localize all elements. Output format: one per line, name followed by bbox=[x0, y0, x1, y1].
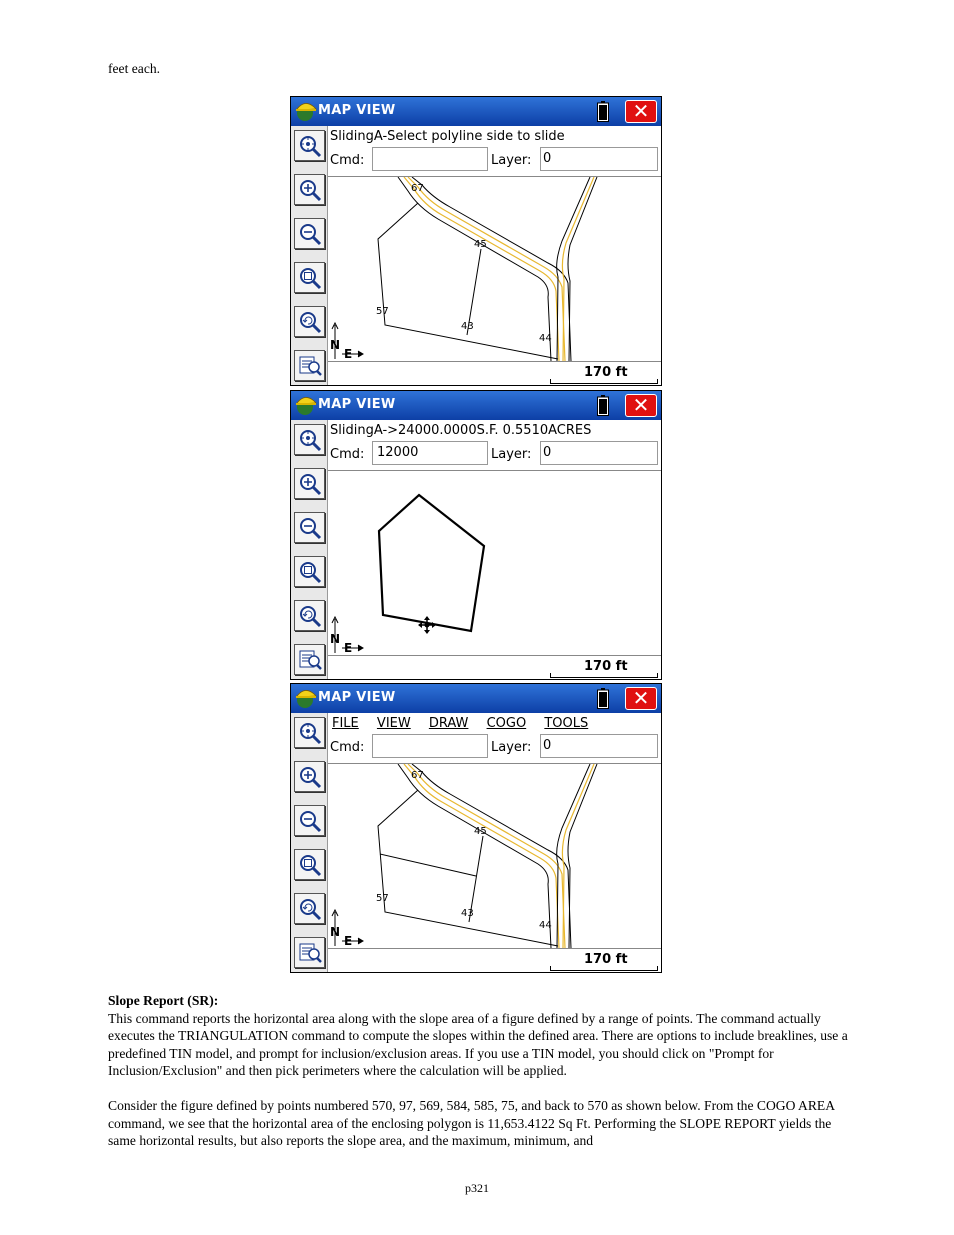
battery-icon bbox=[597, 101, 609, 122]
cmd-label: Cmd: bbox=[330, 447, 365, 462]
north-arrow-icon bbox=[330, 617, 363, 655]
window-title: MAP VIEW bbox=[318, 397, 396, 412]
menu-view[interactable]: VIEW bbox=[376, 716, 411, 731]
zoom-extents-button[interactable] bbox=[294, 424, 325, 455]
map-drawing bbox=[328, 471, 661, 655]
zoom-out-button[interactable] bbox=[294, 512, 325, 543]
zoom-window-icon bbox=[297, 852, 323, 878]
cmd-input[interactable] bbox=[372, 147, 488, 171]
east-label: E bbox=[344, 347, 353, 361]
title-bar bbox=[291, 391, 661, 420]
layer-label: Layer: bbox=[491, 153, 532, 168]
menu-draw[interactable]: DRAW bbox=[428, 716, 469, 731]
zoom-extents-button[interactable] bbox=[294, 130, 325, 161]
zoom-previous-icon bbox=[297, 309, 323, 335]
map-canvas[interactable] bbox=[328, 471, 661, 655]
zoom-window-button[interactable] bbox=[294, 849, 325, 880]
menu-bar bbox=[332, 716, 602, 731]
north-label: N bbox=[330, 632, 341, 646]
point-label: 44 bbox=[539, 920, 552, 931]
scale-label: 170 ft bbox=[584, 365, 628, 380]
map-drawing bbox=[328, 764, 661, 948]
battery-icon bbox=[597, 688, 609, 709]
title-bar bbox=[291, 97, 661, 126]
page-number: p321 bbox=[465, 1181, 489, 1195]
point-label: 57 bbox=[376, 306, 389, 317]
north-arrow-icon bbox=[330, 910, 363, 948]
zoom-in-icon bbox=[297, 471, 323, 497]
scale-label: 170 ft bbox=[584, 659, 628, 674]
zoom-window-icon bbox=[297, 559, 323, 585]
close-button[interactable]: ✕ bbox=[625, 100, 657, 123]
layer-label: Layer: bbox=[491, 740, 532, 755]
zoom-in-button[interactable] bbox=[294, 761, 325, 792]
zoom-out-icon bbox=[297, 221, 323, 247]
east-label: E bbox=[344, 641, 353, 655]
cmd-label: Cmd: bbox=[330, 153, 365, 168]
app-logo-icon bbox=[294, 99, 318, 123]
zoom-previous-button[interactable] bbox=[294, 893, 325, 924]
zoom-out-button[interactable] bbox=[294, 805, 325, 836]
status-bar bbox=[328, 655, 661, 680]
zoom-toolbar bbox=[291, 126, 328, 386]
app-logo-icon bbox=[294, 393, 318, 417]
status-message: SlidingA-Select polyline side to slide bbox=[330, 129, 565, 144]
map-view-screen-3 bbox=[290, 683, 662, 973]
zoom-in-button[interactable] bbox=[294, 468, 325, 499]
scale-bar bbox=[550, 966, 658, 971]
zoom-extents-icon bbox=[297, 427, 323, 453]
point-label: 45 bbox=[474, 826, 487, 837]
zoom-in-icon bbox=[297, 764, 323, 790]
east-label: E bbox=[344, 934, 353, 948]
menu-tools[interactable]: TOOLS bbox=[544, 716, 589, 731]
zoom-toolbar bbox=[291, 420, 328, 680]
redraw-button[interactable] bbox=[294, 350, 325, 381]
command-area bbox=[328, 713, 661, 764]
close-button[interactable]: ✕ bbox=[625, 394, 657, 417]
window-title: MAP VIEW bbox=[318, 690, 396, 705]
point-label: 43 bbox=[461, 908, 474, 919]
scale-label: 170 ft bbox=[584, 952, 628, 967]
zoom-extents-icon bbox=[297, 133, 323, 159]
intro-text: feet each. bbox=[108, 61, 161, 76]
zoom-out-button[interactable] bbox=[294, 218, 325, 249]
layer-label: Layer: bbox=[491, 447, 532, 462]
cmd-label: Cmd: bbox=[330, 740, 365, 755]
slope-report-section bbox=[108, 992, 848, 1150]
north-label: N bbox=[330, 925, 341, 939]
zoom-in-button[interactable] bbox=[294, 174, 325, 205]
redraw-button[interactable] bbox=[294, 937, 325, 968]
map-view-screen-1 bbox=[290, 96, 662, 386]
status-message: SlidingA->24000.0000S.F. 0.5510ACRES bbox=[330, 423, 592, 438]
zoom-out-icon bbox=[297, 808, 323, 834]
battery-icon bbox=[597, 395, 609, 416]
section-paragraph-2: Consider the figure defined by points numbered 570, 97, 569, 584, 585, 75, and back to 570 as shown below. From the COGO AREA command, we see that the horizontal area of the enclosing polygon is 11,653.4122 Sq Ft. Performing the SLOPE REPORT yields the same horizontal results, but also reports the slope area, and the maximum, minimum, and bbox=[108, 1097, 835, 1149]
command-area bbox=[328, 420, 661, 471]
window-title: MAP VIEW bbox=[318, 103, 396, 118]
zoom-previous-icon bbox=[297, 603, 323, 629]
map-canvas[interactable] bbox=[328, 764, 661, 948]
north-arrow-icon bbox=[330, 323, 363, 361]
command-area bbox=[328, 126, 661, 177]
point-label: 43 bbox=[461, 321, 474, 332]
layer-input[interactable]: 0 bbox=[540, 441, 658, 465]
map-canvas[interactable] bbox=[328, 177, 661, 361]
map-drawing bbox=[328, 177, 661, 361]
redraw-button[interactable] bbox=[294, 644, 325, 675]
map-view-screen-2 bbox=[290, 390, 662, 680]
scale-bar bbox=[550, 673, 658, 678]
status-bar bbox=[328, 361, 661, 386]
title-bar bbox=[291, 684, 661, 713]
zoom-previous-icon bbox=[297, 896, 323, 922]
zoom-window-button[interactable] bbox=[294, 556, 325, 587]
section-heading: Slope Report (SR): bbox=[108, 993, 219, 1008]
north-label: N bbox=[330, 338, 341, 352]
menu-file[interactable]: FILE bbox=[332, 716, 359, 731]
move-cursor-icon bbox=[418, 616, 436, 634]
cmd-input[interactable] bbox=[372, 734, 488, 758]
zoom-out-icon bbox=[297, 515, 323, 541]
point-label: 45 bbox=[474, 239, 487, 250]
close-button[interactable]: ✕ bbox=[625, 687, 657, 710]
app-logo-icon bbox=[294, 686, 318, 710]
point-label: 67 bbox=[411, 183, 424, 194]
zoom-window-icon bbox=[297, 265, 323, 291]
zoom-previous-button[interactable] bbox=[294, 600, 325, 631]
redraw-icon bbox=[297, 647, 323, 673]
zoom-in-icon bbox=[297, 177, 323, 203]
menu-cogo[interactable]: COGO bbox=[486, 716, 527, 731]
redraw-icon bbox=[297, 353, 323, 379]
section-paragraph-1: This command reports the horizontal area along with the slope area of a figure defined by a range of points. The command actually executes the TRIANGULATION command to compute the slopes within the defined area. There are options to include breaklines, use a predefined TIN model, and prompt for inclusion/exclusion areas. If you use a TIN model, you should click on "Prompt for Inclusion/Exclusion" and then pick perimeters where the calculation will be applied. bbox=[108, 1010, 848, 1079]
zoom-extents-icon bbox=[297, 720, 323, 746]
zoom-previous-button[interactable] bbox=[294, 306, 325, 337]
zoom-window-button[interactable] bbox=[294, 262, 325, 293]
layer-input[interactable]: 0 bbox=[540, 147, 658, 171]
cmd-input[interactable]: 12000 bbox=[372, 441, 488, 465]
point-label: 57 bbox=[376, 893, 389, 904]
zoom-extents-button[interactable] bbox=[294, 717, 325, 748]
point-label: 44 bbox=[539, 333, 552, 344]
redraw-icon bbox=[297, 940, 323, 966]
point-label: 67 bbox=[411, 770, 424, 781]
zoom-toolbar bbox=[291, 713, 328, 973]
status-bar bbox=[328, 948, 661, 973]
layer-input[interactable]: 0 bbox=[540, 734, 658, 758]
scale-bar bbox=[550, 379, 658, 384]
